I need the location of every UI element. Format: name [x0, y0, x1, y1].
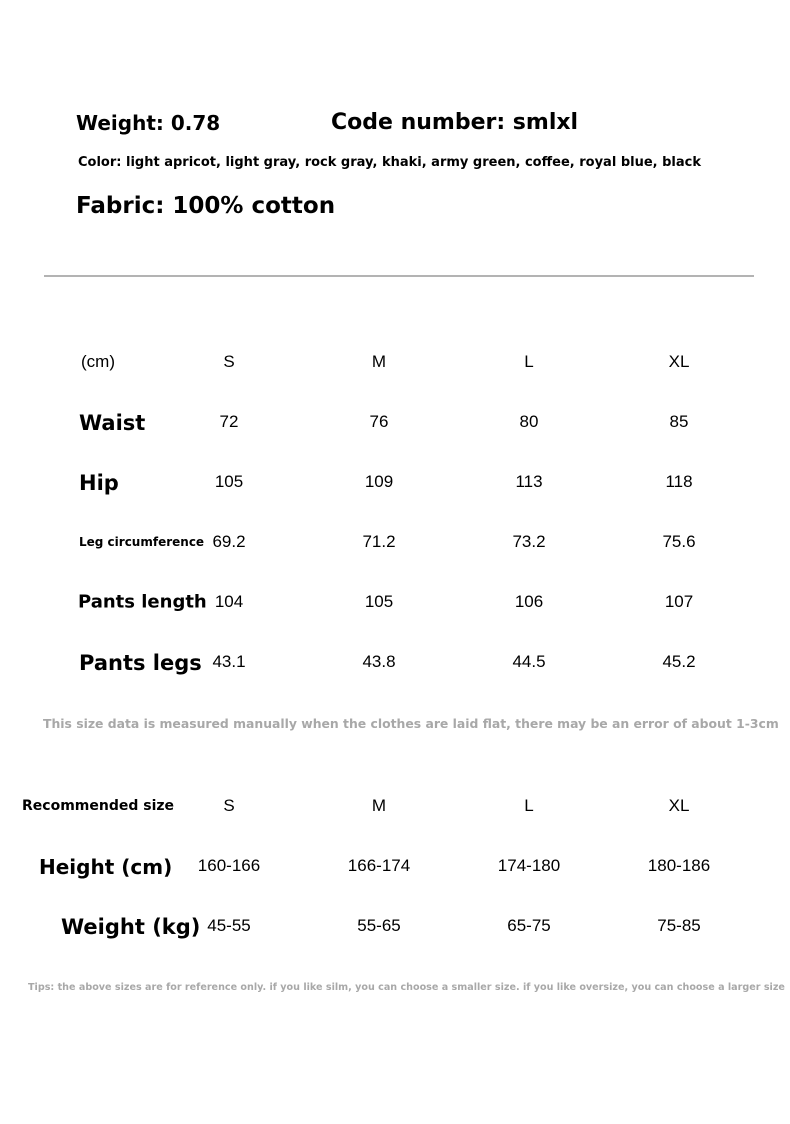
table-cell: 166-174 — [347, 856, 411, 875]
table-cell: 55-65 — [357, 916, 401, 935]
table-cell: 113 — [515, 472, 543, 491]
table-cell: 104 — [214, 592, 244, 611]
table-cell: 65-75 — [507, 916, 551, 935]
table-cell: 107 — [664, 592, 694, 611]
divider — [44, 275, 754, 277]
table-cell: 118 — [665, 472, 693, 491]
table-cell: 69.2 — [212, 532, 246, 551]
table-cell: 44.5 — [512, 652, 546, 671]
table-cell: 43.8 — [362, 652, 396, 671]
recommend-col-header: XL — [668, 796, 690, 815]
table-cell: 106 — [514, 592, 544, 611]
table-cell: 109 — [364, 472, 394, 491]
table-cell: 75.6 — [662, 532, 696, 551]
table-cell: 45.2 — [662, 652, 696, 671]
recommend-col-header: S — [223, 796, 235, 815]
table-cell: 174-180 — [497, 856, 561, 875]
row-label-weight: Weight (kg) — [61, 915, 201, 939]
code-number-info: Code number: smlxl — [331, 110, 579, 135]
table-cell: 76 — [369, 412, 389, 431]
table-cell: 43.1 — [212, 652, 246, 671]
weight-info: Weight: 0.78 — [76, 111, 221, 135]
recommend-col-header: M — [371, 796, 387, 815]
table-cell: 73.2 — [512, 532, 546, 551]
size-col-header: L — [524, 352, 534, 371]
row-label-height: Height (cm) — [39, 855, 173, 879]
size-tip: Tips: the above sizes are for reference only. if you like silm, you can choose a smaller size. if you like oversize, you can choose a larger size — [28, 982, 785, 993]
table-cell: 80 — [519, 412, 539, 431]
table-cell: 71.2 — [362, 532, 396, 551]
recommend-col-header: L — [524, 796, 534, 815]
row-label-leg-circumference: Leg circumference — [79, 535, 205, 549]
fabric-info: Fabric: 100% cotton — [76, 193, 336, 219]
table-cell: 105 — [214, 472, 244, 491]
table-cell: 45-55 — [207, 916, 251, 935]
recommended-size-header: Recommended size — [22, 798, 175, 814]
row-label-pants-legs: Pants legs — [79, 651, 202, 675]
size-col-header: XL — [668, 352, 690, 371]
row-label-hip: Hip — [79, 471, 119, 495]
size-col-header: S — [223, 352, 235, 371]
size-table-unit: (cm) — [81, 352, 115, 371]
size-col-header: M — [371, 352, 387, 371]
color-info: Color: light apricot, light gray, rock gray, khaki, army green, coffee, royal blue, black — [78, 155, 701, 170]
measurement-note: This size data is measured manually when the clothes are laid flat, there may be an error of about 1-3cm — [43, 716, 779, 731]
table-cell: 180-186 — [647, 856, 711, 875]
row-label-pants-length: Pants length — [78, 591, 207, 613]
table-cell: 105 — [364, 592, 394, 611]
row-label-waist: Waist — [79, 411, 146, 435]
table-cell: 160-166 — [197, 856, 261, 875]
table-cell: 75-85 — [657, 916, 701, 935]
table-cell: 72 — [219, 412, 239, 431]
table-cell: 85 — [669, 412, 689, 431]
